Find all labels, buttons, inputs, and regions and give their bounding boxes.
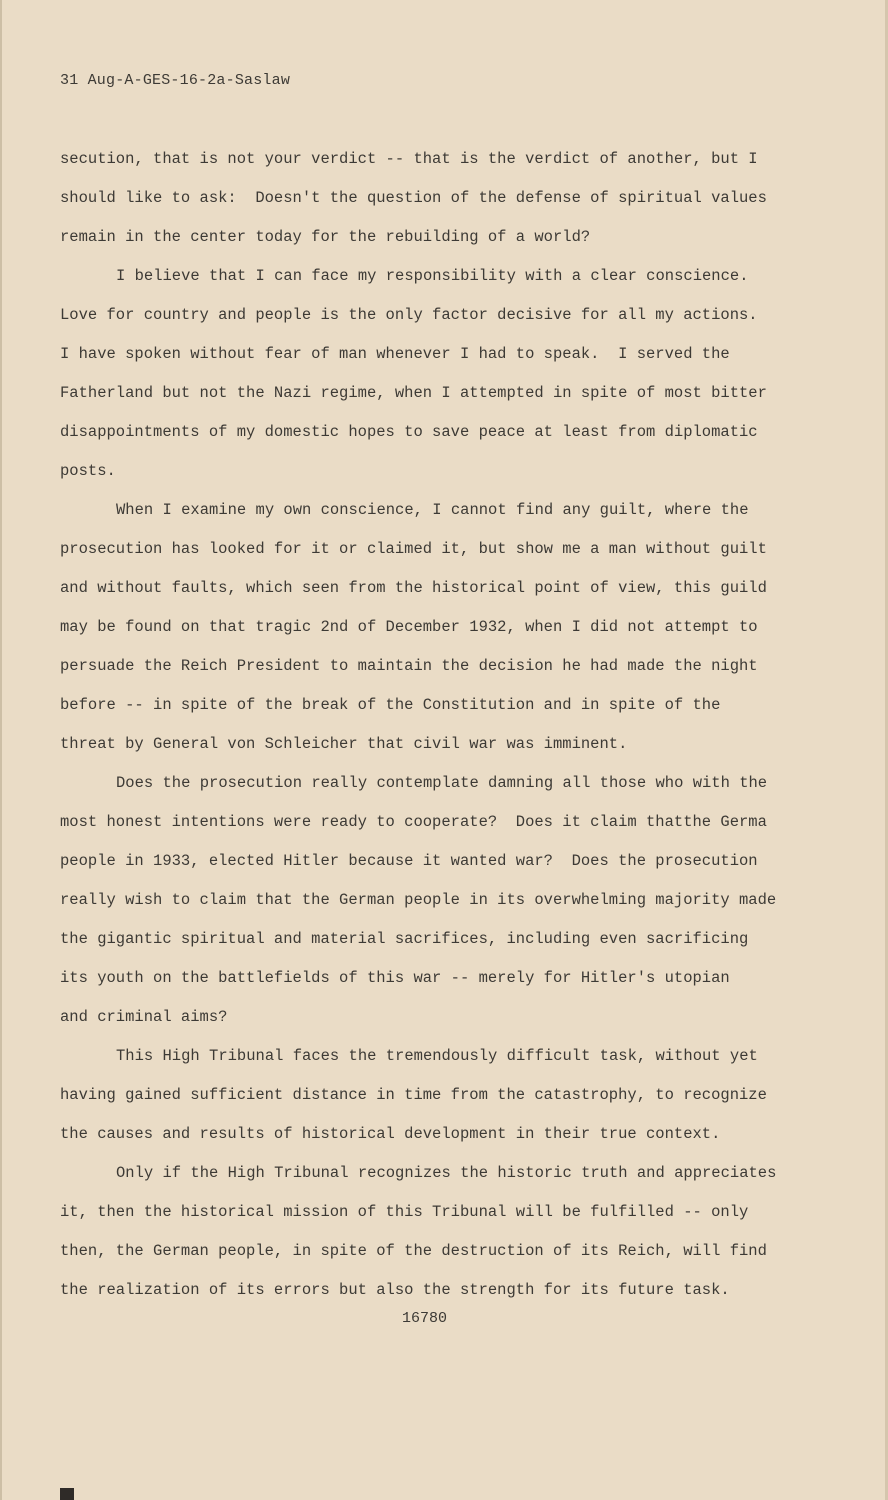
text-line: the realization of its errors but also the strength for its future task. <box>60 1281 730 1299</box>
text-line: I have spoken without fear of man whenever I had to speak. I served the <box>60 345 730 363</box>
text-line: the gigantic spiritual and material sacrifices, including even sacrificing <box>60 930 749 948</box>
text-line: it, then the historical mission of this Tribunal will be fulfilled -- only <box>60 1203 749 1221</box>
text-line: I believe that I can face my responsibility with a clear conscience. <box>116 267 749 285</box>
text-line: prosecution has looked for it or claimed it, but show me a man without guilt <box>60 540 767 558</box>
text-line: This High Tribunal faces the tremendously difficult task, without yet <box>116 1047 758 1065</box>
text-line: its youth on the battlefields of this war -- merely for Hitler's utopian <box>60 969 730 987</box>
text-line: Does the prosecution really contemplate damning all those who with the <box>116 774 768 792</box>
text-line: before -- in spite of the break of the Constitution and in spite of the <box>60 696 721 714</box>
text-line: may be found on that tragic 2nd of December 1932, when I did not attempt to <box>60 618 758 636</box>
text-line: Fatherland but not the Nazi regime, when I attempted in spite of most bitter <box>60 384 767 402</box>
typewritten-body <box>60 146 802 1316</box>
text-line: then, the German people, in spite of the destruction of its Reich, will find <box>60 1242 767 1260</box>
text-line: the causes and results of historical development in their true context. <box>60 1125 721 1143</box>
binding-mark <box>60 1488 74 1500</box>
text-line: remain in the center today for the rebuilding of a world? <box>60 228 591 246</box>
text-line: persuade the Reich President to maintain the decision he had made the night <box>60 657 758 675</box>
text-line: Love for country and people is the only factor decisive for all my actions. <box>60 306 758 324</box>
page-number: 16780 <box>402 1310 448 1327</box>
text-line: people in 1933, elected Hitler because it wanted war? Does the prosecution <box>60 852 758 870</box>
text-line: threat by General von Schleicher that civil war was imminent. <box>60 735 628 753</box>
text-line: really wish to claim that the German people in its overwhelming majority made <box>60 891 777 909</box>
text-line: should like to ask: Doesn't the question of the defense of spiritual values <box>60 189 767 207</box>
text-line: When I examine my own conscience, I cannot find any guilt, where the <box>116 501 749 519</box>
text-line: disappointments of my domestic hopes to save peace at least from diplomatic <box>60 423 758 441</box>
text-line: and without faults, which seen from the historical point of view, this guild <box>60 579 767 597</box>
text-line: posts. <box>60 462 116 480</box>
text-line: most honest intentions were ready to cooperate? Does it claim thatthe Germa <box>60 813 767 831</box>
text-line: Only if the High Tribunal recognizes the historic truth and appreciates <box>116 1164 777 1182</box>
page-header: 31 Aug-A-GES-16-2a-Saslaw <box>60 72 291 89</box>
text-line: secution, that is not your verdict -- that is the verdict of another, but I <box>60 150 758 168</box>
text-line: and criminal aims? <box>60 1008 228 1026</box>
text-line: having gained sufficient distance in time from the catastrophy, to recognize <box>60 1086 767 1104</box>
